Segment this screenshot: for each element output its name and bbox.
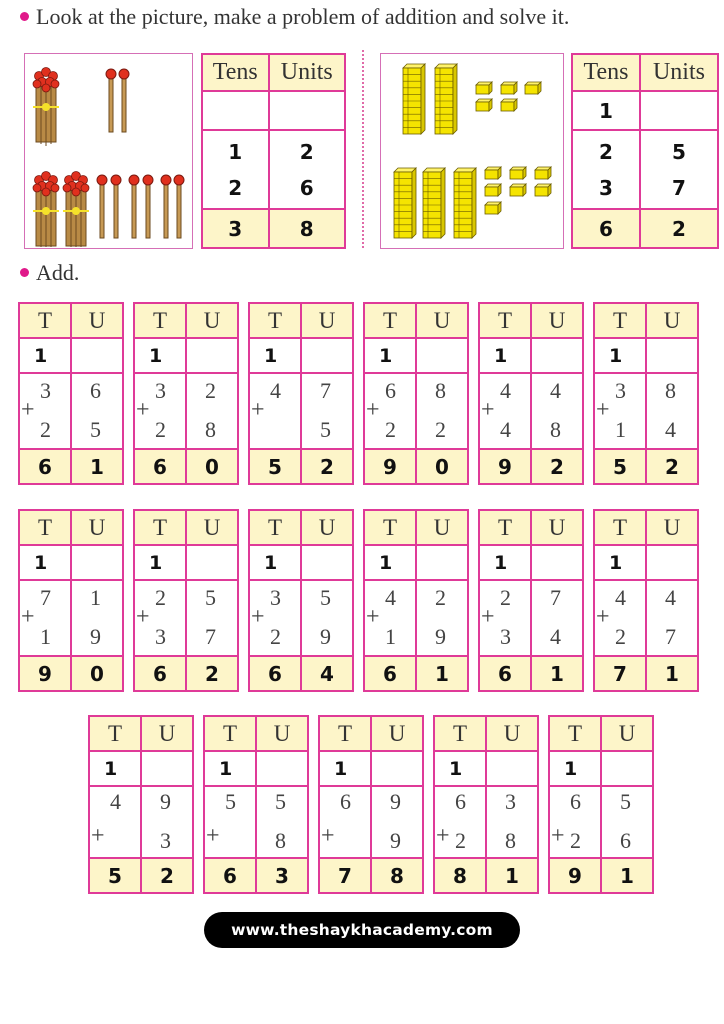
addend1-units: 5	[671, 139, 686, 164]
sum-tens: 5	[249, 449, 301, 484]
header-units: U	[256, 716, 308, 751]
addends-units	[186, 373, 238, 449]
addend2-tens: 2	[385, 417, 396, 442]
addend1-tens: 3	[270, 585, 281, 610]
addend2-units: 4	[550, 624, 561, 649]
addends-units	[416, 580, 468, 656]
carry-units	[141, 751, 193, 786]
sum-tens: 9	[479, 449, 531, 484]
addition-problem-r2-c1	[18, 509, 124, 692]
result-tens: 6	[572, 209, 640, 248]
addend1-units: 6	[90, 378, 101, 403]
header-tens: T	[19, 510, 71, 545]
addend2-tens: 2	[455, 828, 466, 853]
instruction-heading-2	[20, 260, 79, 286]
addends-tens	[364, 580, 416, 656]
instruction-text: Add.	[36, 260, 80, 285]
carry-tens: 1	[249, 338, 301, 373]
addends-tens	[594, 580, 646, 656]
header-tens: T	[319, 716, 371, 751]
plus-sign: +	[21, 397, 35, 423]
addition-problem-r1-c3	[248, 302, 354, 485]
addend1-tens: 1	[228, 139, 243, 164]
carry-tens	[202, 91, 269, 130]
addends-units	[371, 786, 423, 858]
addends-units	[301, 373, 353, 449]
carry-tens: 1	[364, 545, 416, 580]
addends-tens	[134, 373, 186, 449]
addend2-tens: 4	[500, 417, 511, 442]
addend1-tens: 6	[570, 789, 581, 814]
carry-units	[640, 91, 718, 130]
addends-units	[269, 130, 345, 209]
addend1-tens: 4	[500, 378, 511, 403]
addend2-units: 8	[550, 417, 561, 442]
addend2-units: 7	[671, 175, 686, 200]
addition-problem-r2-c4	[363, 509, 469, 692]
addend2-tens: 2	[40, 417, 51, 442]
addend1-units: 1	[90, 585, 101, 610]
addends-tens	[19, 580, 71, 656]
addends-units	[646, 373, 698, 449]
plus-sign: +	[366, 397, 380, 423]
sum-units: 0	[416, 449, 468, 484]
header-units: U	[301, 510, 353, 545]
carry-units	[601, 751, 653, 786]
header-tens: T	[134, 303, 186, 338]
addition-problem-r2-c2	[133, 509, 239, 692]
addend2-tens: 2	[270, 624, 281, 649]
carry-tens: 1	[134, 545, 186, 580]
bullet-icon	[20, 268, 29, 277]
addition-problem-r1-c2	[133, 302, 239, 485]
header-tens: T	[549, 716, 601, 751]
sum-tens: 6	[204, 858, 256, 893]
addend2-tens: 2	[570, 828, 581, 853]
addition-problem-r1-c1	[18, 302, 124, 485]
plus-sign: +	[596, 397, 610, 423]
addend1-tens: 5	[225, 789, 236, 814]
addend2-units: 9	[90, 624, 101, 649]
sum-units: 1	[486, 858, 538, 893]
carry-units	[71, 545, 123, 580]
sum-tens: 9	[364, 449, 416, 484]
header-tens: Tens	[572, 54, 640, 91]
carry-tens: 1	[19, 545, 71, 580]
sum-units: 3	[256, 858, 308, 893]
addition-problem-r1-c4	[363, 302, 469, 485]
sum-units: 4	[301, 656, 353, 691]
addition-problem-r3-c5	[548, 715, 654, 894]
plus-sign: +	[481, 397, 495, 423]
carry-units	[531, 545, 583, 580]
addend2-units: 7	[665, 624, 676, 649]
sum-tens: 7	[319, 858, 371, 893]
addend2-units: 9	[390, 828, 401, 853]
addends-units	[646, 580, 698, 656]
addend1-tens: 4	[110, 789, 121, 814]
addend1-units: 9	[160, 789, 171, 814]
website-url-badge[interactable]: www.theshaykhacademy.com	[204, 912, 520, 948]
addend1-units: 4	[665, 585, 676, 610]
carry-units	[646, 545, 698, 580]
addends-tens	[319, 786, 371, 858]
carry-tens: 1	[364, 338, 416, 373]
sum-tens: 6	[364, 656, 416, 691]
carry-tens: 1	[434, 751, 486, 786]
addend1-tens: 2	[598, 139, 613, 164]
carry-tens: 1	[134, 338, 186, 373]
addends-units	[186, 580, 238, 656]
sum-units: 2	[646, 449, 698, 484]
header-units: Units	[640, 54, 718, 91]
carry-tens: 1	[479, 338, 531, 373]
addend1-tens: 2	[500, 585, 511, 610]
addend2-units: 4	[665, 417, 676, 442]
plus-sign: +	[366, 604, 380, 630]
addend1-units: 5	[620, 789, 631, 814]
plus-sign: +	[21, 604, 35, 630]
addition-problem-r1-c6	[593, 302, 699, 485]
header-units: U	[531, 510, 583, 545]
instruction-text: Look at the picture, make a problem of addition and solve it.	[36, 4, 570, 29]
carry-units	[416, 545, 468, 580]
sum-tens: 7	[594, 656, 646, 691]
header-tens: T	[364, 510, 416, 545]
header-units: Units	[269, 54, 345, 91]
addends-tens	[572, 130, 640, 209]
addend1-units: 4	[550, 378, 561, 403]
addend1-units: 5	[320, 585, 331, 610]
addend2-tens: 3	[500, 624, 511, 649]
addend1-tens: 6	[340, 789, 351, 814]
addition-problem-r3-c4	[433, 715, 539, 894]
bullet-icon	[20, 12, 29, 21]
plus-sign: +	[251, 604, 265, 630]
carry-units	[71, 338, 123, 373]
sum-tens: 5	[594, 449, 646, 484]
plus-sign: +	[91, 823, 105, 849]
addend1-units: 7	[320, 378, 331, 403]
header-tens: T	[594, 510, 646, 545]
result-units: 2	[640, 209, 718, 248]
sum-tens: 9	[549, 858, 601, 893]
addition-problem-r2-c5	[478, 509, 584, 692]
header-units: U	[646, 510, 698, 545]
carry-tens: 1	[594, 338, 646, 373]
addend1-units: 5	[205, 585, 216, 610]
addend2-units: 6	[620, 828, 631, 853]
addends-tens	[19, 373, 71, 449]
instruction-heading-1	[20, 4, 569, 30]
plus-sign: +	[321, 823, 335, 849]
header-tens: T	[89, 716, 141, 751]
header-units: U	[71, 303, 123, 338]
sum-units: 0	[186, 449, 238, 484]
base-ten-blocks-illustration	[381, 54, 562, 247]
plus-sign: +	[136, 397, 150, 423]
carry-units	[269, 91, 345, 130]
header-units: U	[601, 716, 653, 751]
addend1-tens: 4	[615, 585, 626, 610]
addends-units	[141, 786, 193, 858]
carry-tens: 1	[594, 545, 646, 580]
header-tens: T	[19, 303, 71, 338]
addend1-units: 2	[435, 585, 446, 610]
matchsticks-picture	[24, 53, 193, 249]
addition-problem-r3-c3	[318, 715, 424, 894]
header-units: U	[531, 303, 583, 338]
addend1-tens: 3	[40, 378, 51, 403]
carry-units	[486, 751, 538, 786]
sum-units: 1	[646, 656, 698, 691]
sum-units: 2	[301, 449, 353, 484]
addend1-tens: 4	[385, 585, 396, 610]
addition-problem-r2-c3	[248, 509, 354, 692]
addend1-tens: 3	[615, 378, 626, 403]
carry-tens: 1	[89, 751, 141, 786]
addend2-units: 8	[275, 828, 286, 853]
addends-tens	[594, 373, 646, 449]
sum-tens: 6	[479, 656, 531, 691]
addend1-units: 3	[505, 789, 516, 814]
carry-units	[301, 338, 353, 373]
addend1-tens: 4	[270, 378, 281, 403]
carry-tens: 1	[19, 338, 71, 373]
header-units: U	[416, 510, 468, 545]
addend1-units: 8	[665, 378, 676, 403]
addend1-tens: 6	[455, 789, 466, 814]
header-units: U	[416, 303, 468, 338]
sum-tens: 6	[134, 449, 186, 484]
addend1-tens: 6	[385, 378, 396, 403]
addends-tens	[364, 373, 416, 449]
addends-tens	[479, 580, 531, 656]
carry-tens: 1	[549, 751, 601, 786]
carry-units	[416, 338, 468, 373]
carry-units	[186, 338, 238, 373]
addition-problem-r3-c1	[88, 715, 194, 894]
addend2-units: 9	[435, 624, 446, 649]
addition-problem-r3-c2	[203, 715, 309, 894]
addend2-tens: 2	[155, 417, 166, 442]
addends-tens	[134, 580, 186, 656]
plus-sign: +	[436, 823, 450, 849]
addend2-units: 9	[320, 624, 331, 649]
tens-units-table-2	[571, 53, 719, 249]
matchsticks-illustration	[25, 54, 191, 247]
addend2-tens: 2	[615, 624, 626, 649]
carry-tens: 1	[249, 545, 301, 580]
sum-units: 1	[71, 449, 123, 484]
addend2-tens: 1	[385, 624, 396, 649]
addend2-units: 8	[205, 417, 216, 442]
addend1-tens: 3	[155, 378, 166, 403]
sum-tens: 9	[19, 656, 71, 691]
plus-sign: +	[206, 823, 220, 849]
header-units: U	[71, 510, 123, 545]
carry-units	[256, 751, 308, 786]
header-tens: T	[249, 303, 301, 338]
addends-units	[531, 373, 583, 449]
header-tens: T	[249, 510, 301, 545]
addend1-units: 5	[275, 789, 286, 814]
sum-tens: 6	[249, 656, 301, 691]
addends-units	[256, 786, 308, 858]
carry-tens: 1	[204, 751, 256, 786]
addend2-tens: 3	[155, 624, 166, 649]
header-units: U	[646, 303, 698, 338]
addend2-tens: 3	[598, 175, 613, 200]
sum-tens: 6	[134, 656, 186, 691]
result-tens: 3	[202, 209, 269, 248]
addends-units	[601, 786, 653, 858]
header-tens: T	[364, 303, 416, 338]
addend2-tens: 1	[615, 417, 626, 442]
plus-sign: +	[481, 604, 495, 630]
carry-tens: 1	[479, 545, 531, 580]
addends-tens	[89, 786, 141, 858]
addends-tens	[249, 580, 301, 656]
header-tens: Tens	[202, 54, 269, 91]
addend1-tens: 7	[40, 585, 51, 610]
addend1-tens: 2	[155, 585, 166, 610]
addend2-units: 5	[320, 417, 331, 442]
addends-units	[486, 786, 538, 858]
section-divider	[362, 50, 364, 248]
plus-sign: +	[136, 604, 150, 630]
header-tens: T	[479, 303, 531, 338]
addend2-units: 8	[505, 828, 516, 853]
sum-tens: 6	[19, 449, 71, 484]
carry-units	[186, 545, 238, 580]
addends-units	[71, 373, 123, 449]
carry-units	[531, 338, 583, 373]
plus-sign: +	[596, 604, 610, 630]
header-units: U	[371, 716, 423, 751]
sum-units: 2	[186, 656, 238, 691]
addend2-units: 3	[160, 828, 171, 853]
plus-sign: +	[251, 397, 265, 423]
header-units: U	[186, 510, 238, 545]
sum-units: 2	[531, 449, 583, 484]
sum-tens: 5	[89, 858, 141, 893]
header-units: U	[486, 716, 538, 751]
carry-units	[646, 338, 698, 373]
addend2-tens: 2	[228, 175, 243, 200]
addend1-units: 8	[435, 378, 446, 403]
addends-units	[640, 130, 718, 209]
carry-tens: 1	[319, 751, 371, 786]
header-tens: T	[134, 510, 186, 545]
header-units: U	[186, 303, 238, 338]
result-units: 8	[269, 209, 345, 248]
addend2-tens: 1	[40, 624, 51, 649]
header-units: U	[301, 303, 353, 338]
addends-tens	[479, 373, 531, 449]
addends-tens	[202, 130, 269, 209]
plus-sign: +	[551, 823, 565, 849]
base-ten-blocks-picture	[380, 53, 564, 249]
addend1-units: 9	[390, 789, 401, 814]
sum-tens: 8	[434, 858, 486, 893]
addends-units	[416, 373, 468, 449]
header-tens: T	[204, 716, 256, 751]
header-tens: T	[479, 510, 531, 545]
header-units: U	[141, 716, 193, 751]
addends-units	[301, 580, 353, 656]
sum-units: 1	[531, 656, 583, 691]
addends-tens	[204, 786, 256, 858]
sum-units: 0	[71, 656, 123, 691]
sum-units: 2	[141, 858, 193, 893]
carry-units	[301, 545, 353, 580]
addend1-units: 2	[205, 378, 216, 403]
sum-units: 8	[371, 858, 423, 893]
tens-units-table-1	[201, 53, 346, 249]
sum-units: 1	[416, 656, 468, 691]
addend2-units: 5	[90, 417, 101, 442]
header-tens: T	[434, 716, 486, 751]
addends-tens	[249, 373, 301, 449]
sum-units: 1	[601, 858, 653, 893]
addend1-units: 2	[299, 139, 314, 164]
addition-problem-r2-c6	[593, 509, 699, 692]
addend1-units: 7	[550, 585, 561, 610]
carry-tens: 1	[572, 91, 640, 130]
header-tens: T	[594, 303, 646, 338]
addition-problem-r1-c5	[478, 302, 584, 485]
addends-units	[71, 580, 123, 656]
addends-tens	[434, 786, 486, 858]
addend2-units: 6	[299, 175, 314, 200]
addend2-units: 7	[205, 624, 216, 649]
addends-tens	[549, 786, 601, 858]
addend2-units: 2	[435, 417, 446, 442]
addends-units	[531, 580, 583, 656]
carry-units	[371, 751, 423, 786]
